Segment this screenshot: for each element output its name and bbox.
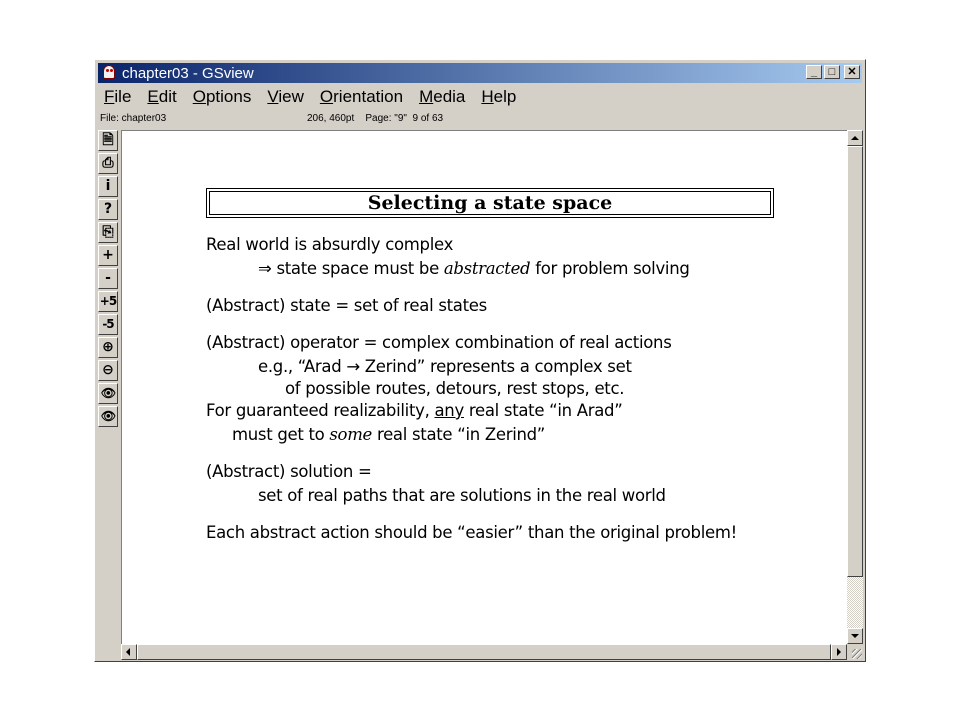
horizontal-scrollbar[interactable]	[121, 644, 847, 660]
prev-page-icon[interactable]: -	[98, 268, 118, 289]
scroll-up-button[interactable]	[847, 130, 863, 146]
vertical-scroll-thumb[interactable]	[847, 146, 863, 577]
arrow-up-icon	[851, 136, 859, 140]
menu-file[interactable]: File	[104, 87, 132, 106]
back-5-icon[interactable]: -5	[98, 314, 118, 335]
vertical-scrollbar[interactable]	[847, 130, 863, 644]
close-button[interactable]: ✕	[844, 65, 860, 79]
slide-title: Selecting a state space	[209, 191, 771, 215]
maximize-button[interactable]: □	[824, 65, 840, 79]
slide-line: (Abstract) state = set of real states	[206, 296, 487, 315]
minimize-button[interactable]: _	[806, 65, 822, 79]
button-bar	[98, 130, 118, 429]
arrow-right-icon	[837, 648, 841, 656]
scroll-right-button[interactable]	[831, 644, 847, 660]
slide-line: of possible routes, detours, rest stops, etc.	[285, 379, 625, 398]
gsview-window	[94, 59, 866, 662]
scroll-down-button[interactable]	[847, 628, 863, 644]
status-bar	[98, 111, 862, 128]
zoom-out-icon[interactable]: ⊖	[98, 360, 118, 381]
document-view[interactable]	[121, 130, 847, 644]
open-file-icon[interactable]: 🗎	[98, 130, 118, 151]
slide-line: For guaranteed realizability, any real state “in Arad”	[206, 401, 623, 420]
slide-line: Each abstract action should be “easier” than the original problem!	[206, 523, 737, 542]
slide-title-frame	[206, 188, 774, 218]
menu-orientation[interactable]: Orientation	[319, 87, 404, 106]
resize-grip[interactable]	[847, 644, 863, 660]
status-position: 206, 460pt Page: "9" 9 of 63	[307, 113, 444, 124]
title-bar[interactable]	[98, 63, 862, 83]
slide-line: e.g., “Arad → Zerind” represents a complex set	[258, 357, 632, 376]
menu-view[interactable]: View	[267, 87, 304, 106]
scroll-left-button[interactable]	[121, 644, 137, 660]
next-page-icon[interactable]: +	[98, 245, 118, 266]
status-file: File: chapter03	[100, 113, 167, 124]
help-icon[interactable]: ?	[98, 199, 118, 220]
slide-line: must get to some real state “in Zerind”	[232, 425, 546, 444]
slide-line: ⇒ state space must be abstracted for problem solving	[258, 259, 690, 278]
menu-bar	[98, 85, 526, 109]
menu-help[interactable]: Help	[481, 87, 517, 106]
view-text-icon[interactable]: 👁	[98, 383, 118, 404]
menu-edit[interactable]: Edit	[147, 87, 177, 106]
arrow-down-icon	[851, 634, 859, 638]
menu-media[interactable]: Media	[419, 87, 466, 106]
slide-line: set of real paths that are solutions in the real world	[258, 486, 666, 505]
arrow-left-icon	[126, 648, 130, 656]
info-icon[interactable]: i	[98, 176, 118, 197]
window-title: chapter03 - GSview	[122, 64, 254, 82]
slide-line: Real world is absurdly complex	[206, 235, 454, 254]
zoom-in-icon[interactable]: ⊕	[98, 337, 118, 358]
menu-options[interactable]: Options	[192, 87, 252, 106]
horizontal-scroll-thumb[interactable]	[137, 644, 831, 660]
goto-page-icon[interactable]: ⎘	[98, 222, 118, 243]
forward-5-icon[interactable]: +5	[98, 291, 118, 312]
slide-line: (Abstract) solution =	[206, 462, 372, 481]
slide-line: (Abstract) operator = complex combination of real actions	[206, 333, 672, 352]
gsview-ghost-icon[interactable]	[101, 65, 117, 81]
print-icon[interactable]: ⎙	[98, 153, 118, 174]
view-more-icon[interactable]: 👁	[98, 406, 118, 427]
